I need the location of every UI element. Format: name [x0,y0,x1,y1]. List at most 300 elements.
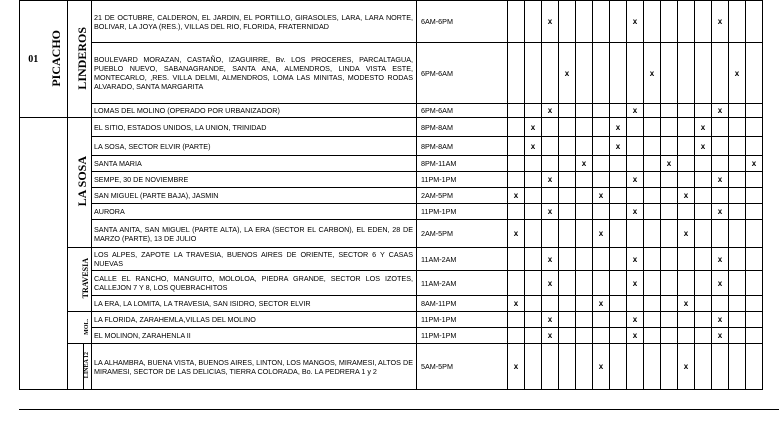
day-cell [729,271,746,296]
day-cell [542,137,559,156]
outage-mark: x [678,344,695,390]
area-cell: AURORA [92,204,417,220]
day-cell [678,204,695,220]
area-cell: EL SITIO, ESTADOS UNIDOS, LA UNION, TRINIDAD [92,118,417,137]
day-cell [559,156,576,172]
day-cell [729,328,746,344]
schedule-cell: 6PM-6AM [417,104,508,118]
day-cell [593,43,610,104]
day-cell [729,172,746,188]
area-cell: SEMPE, 30 DE NOVIEMBRE [92,172,417,188]
outage-mark: x [508,220,525,248]
day-cell [695,248,712,271]
schedule-cell: 6PM-6AM [417,43,508,104]
schedule-cell: 8PM-8AM [417,137,508,156]
day-cell [746,328,763,344]
outage-mark: x [712,104,729,118]
outage-mark: x [712,1,729,43]
area-cell: SANTA MARIA [92,156,417,172]
day-cell [661,1,678,43]
group-label: LINEA 12 [84,352,90,379]
day-cell [576,204,593,220]
day-cell [695,156,712,172]
day-cell [712,156,729,172]
table-row [20,220,763,248]
day-cell [508,156,525,172]
day-cell [678,172,695,188]
day-cell [661,172,678,188]
day-cell [542,118,559,137]
day-cell [525,188,542,204]
day-cell [644,328,661,344]
circuit-spacer-cell [20,118,68,390]
day-cell [610,1,627,43]
group-label-cell [68,248,92,312]
day-cell [610,43,627,104]
outage-mark: x [542,204,559,220]
day-cell [593,248,610,271]
outage-mark: x [593,220,610,248]
day-cell [542,43,559,104]
outage-mark: x [542,104,559,118]
day-cell [644,248,661,271]
day-cell [661,118,678,137]
circuit-name-cell [47,1,68,118]
day-cell [712,296,729,312]
day-cell [508,328,525,344]
day-cell [695,271,712,296]
day-cell [559,344,576,390]
group-label: MOL. [84,318,90,335]
day-cell [661,220,678,248]
day-cell [712,344,729,390]
day-cell [746,220,763,248]
day-cell [729,344,746,390]
outage-mark: x [627,172,644,188]
day-cell [695,328,712,344]
day-cell [525,328,542,344]
day-cell [610,204,627,220]
day-cell [678,118,695,137]
outage-mark: x [542,248,559,271]
day-cell [729,220,746,248]
outage-mark: x [712,271,729,296]
outage-mark: x [593,344,610,390]
day-cell [610,172,627,188]
outage-mark: x [644,43,661,104]
schedule-cell: 5AM-5PM [417,344,508,390]
day-cell [610,296,627,312]
day-cell [559,328,576,344]
day-cell [542,188,559,204]
day-cell [525,248,542,271]
day-cell [746,137,763,156]
day-cell [729,296,746,312]
outage-mark: x [559,43,576,104]
day-cell [746,312,763,328]
day-cell [695,204,712,220]
day-cell [644,118,661,137]
day-cell [508,248,525,271]
day-cell [661,204,678,220]
day-cell [576,43,593,104]
day-cell [746,188,763,204]
outage-mark: x [627,104,644,118]
area-cell: LOMAS DEL MOLINO (OPERADO POR URBANIZADOR) [92,104,417,118]
day-cell [610,271,627,296]
day-cell [627,220,644,248]
outage-mark: x [678,220,695,248]
table-row [20,1,763,43]
outage-mark: x [508,188,525,204]
day-cell [729,1,746,43]
schedule-cell: 11PM-1PM [417,172,508,188]
outage-mark: x [627,204,644,220]
day-cell [746,271,763,296]
day-cell [695,43,712,104]
schedule-cell: 8PM-11AM [417,156,508,172]
day-cell [525,204,542,220]
day-cell [525,312,542,328]
day-cell [644,104,661,118]
day-cell [712,220,729,248]
schedule-cell: 11PM-1PM [417,328,508,344]
table-row [20,156,763,172]
area-cell: CALLE EL RANCHO, MANGUITO, MOLOLOA, PIEDRA GRANDE, SECTOR LOS IZOTES, CALLEJON 7 Y 8, LOS QUEBRACHITOS [92,271,417,296]
day-cell [559,104,576,118]
day-cell [576,328,593,344]
group-label-cell [68,1,92,118]
day-cell [559,188,576,204]
day-cell [576,220,593,248]
day-cell [593,1,610,43]
day-cell [661,296,678,312]
outage-mark: x [525,137,542,156]
day-cell [559,172,576,188]
day-cell [695,104,712,118]
group-label-cell [68,312,92,344]
day-cell [644,296,661,312]
day-cell [644,156,661,172]
outage-mark: x [661,156,678,172]
outage-mark: x [627,248,644,271]
day-cell [576,248,593,271]
day-cell [508,104,525,118]
day-cell [746,43,763,104]
day-cell [746,172,763,188]
outage-mark: x [593,296,610,312]
day-cell [678,137,695,156]
outage-mark: x [712,204,729,220]
day-cell [576,312,593,328]
day-cell [729,204,746,220]
day-cell [525,344,542,390]
day-cell [525,296,542,312]
schedule-cell: 11PM-1PM [417,204,508,220]
outage-mark: x [746,156,763,172]
area-cell: EL MOLINON, ZARAHENLA II [92,328,417,344]
day-cell [644,344,661,390]
day-cell [610,344,627,390]
outage-mark: x [695,118,712,137]
group-label: LA SOSA [75,156,89,207]
day-cell [661,344,678,390]
outage-mark: x [627,271,644,296]
day-cell [712,118,729,137]
area-cell: LA ERA, LA LOMITA, LA TRAVESIA, SAN ISIDRO, SECTOR ELVIR [92,296,417,312]
table-row [20,296,763,312]
day-cell [695,344,712,390]
day-cell [610,248,627,271]
area-cell: LA FLORIDA, ZARAHEMLA,VILLAS DEL MOLINO [92,312,417,328]
day-cell [525,156,542,172]
day-cell [712,137,729,156]
day-cell [593,312,610,328]
group-label: LINDEROS [75,26,89,90]
day-cell [746,104,763,118]
day-cell [627,156,644,172]
outage-mark: x [627,328,644,344]
outage-mark: x [712,248,729,271]
day-cell [627,43,644,104]
day-cell [695,188,712,204]
day-cell [525,271,542,296]
day-cell [627,137,644,156]
day-cell [695,312,712,328]
day-cell [542,156,559,172]
day-cell [593,156,610,172]
day-cell [508,43,525,104]
day-cell [695,296,712,312]
day-cell [678,248,695,271]
day-cell [678,1,695,43]
day-cell [525,104,542,118]
area-cell: SANTA ANITA, SAN MIGUEL (PARTE ALTA), LA ERA (SECTOR EL CARBON), EL EDEN, 28 DE MARZO (PARTE), 13 DE JULIO [92,220,417,248]
schedule-cell: 2AM-5PM [417,188,508,204]
day-cell [644,312,661,328]
outage-mark: x [729,43,746,104]
day-cell [661,104,678,118]
day-cell [610,220,627,248]
table-row [20,271,763,296]
day-cell [729,137,746,156]
group-label: TRAVESIA [81,258,90,299]
day-cell [559,1,576,43]
outage-mark: x [576,156,593,172]
day-cell [593,104,610,118]
day-cell [576,1,593,43]
group-spacer-cell [68,344,84,390]
outage-mark: x [712,328,729,344]
day-cell [729,156,746,172]
outage-mark: x [542,1,559,43]
day-cell [729,312,746,328]
day-cell [559,296,576,312]
table-row [20,312,763,328]
day-cell [729,188,746,204]
day-cell [661,137,678,156]
day-cell [525,220,542,248]
table-row [20,137,763,156]
day-cell [559,248,576,271]
table-row [20,104,763,118]
day-cell [576,104,593,118]
day-cell [610,328,627,344]
day-cell [644,271,661,296]
outage-mark: x [542,312,559,328]
outage-mark: x [712,312,729,328]
day-cell [593,172,610,188]
day-cell [559,220,576,248]
day-cell [644,137,661,156]
circuit-number: 01 [28,53,39,65]
day-cell [661,312,678,328]
schedule-table [19,0,763,390]
schedule-cell: 8AM-11PM [417,296,508,312]
day-cell [610,104,627,118]
schedule-cell: 6AM-6PM [417,1,508,43]
day-cell [695,220,712,248]
day-cell [678,156,695,172]
day-cell [661,43,678,104]
day-cell [542,344,559,390]
day-cell [746,1,763,43]
outage-mark: x [610,137,627,156]
outage-mark: x [627,312,644,328]
area-cell: BOULEVARD MORAZAN, CASTAÑO, IZAGUIRRE, Bv. LOS PROCERES, PARCALTAGUA, PUEBLO NUEVO, SABANAGRANDE, SANTA ANA, ALMENDROS, LINDA VISTA ESTE, MONTECARLO, ,RES. VILLA DELMI, ALMENDROS, LOMA LAS MINITAS, MODESTO RODAS ALVARADO, SANTA MARGARITA [92,43,417,104]
table-row [20,188,763,204]
day-cell [712,43,729,104]
day-cell [644,172,661,188]
day-cell [559,271,576,296]
day-cell [525,1,542,43]
table-row [20,43,763,104]
schedule-cell: 11AM-2AM [417,248,508,271]
day-cell [593,118,610,137]
day-cell [678,104,695,118]
day-cell [746,248,763,271]
day-cell [746,204,763,220]
day-cell [661,271,678,296]
day-cell [542,296,559,312]
day-cell [627,296,644,312]
day-cell [695,1,712,43]
day-cell [508,312,525,328]
day-cell [695,172,712,188]
day-cell [559,137,576,156]
day-cell [610,188,627,204]
outage-mark: x [542,271,559,296]
day-cell [559,312,576,328]
day-cell [508,271,525,296]
circuit-number-cell [20,1,47,118]
day-cell [576,137,593,156]
day-cell [746,118,763,137]
area-cell: SAN MIGUEL (PARTE BAJA), JASMIN [92,188,417,204]
day-cell [678,271,695,296]
area-cell: LOS ALPES, ZAPOTE LA TRAVESIA, BUENOS AIRES DE ORIENTE, SECTOR 6 Y CASAS NUEVAS [92,248,417,271]
day-cell [576,188,593,204]
day-cell [576,118,593,137]
day-cell [678,43,695,104]
day-cell [525,172,542,188]
day-cell [576,172,593,188]
area-cell: 21 DE OCTUBRE, CALDERON, EL JARDIN, EL PORTILLO, GIRASOLES, LARA, LARA NORTE, BOLIVAR, LA JOYA (RES.), VILLAS DEL RIO, FLORIDA, FRATERNIDAD [92,1,417,43]
schedule-cell: 11PM-1PM [417,312,508,328]
day-cell [661,248,678,271]
table-row [20,204,763,220]
table-row [20,328,763,344]
day-cell [576,296,593,312]
day-cell [508,172,525,188]
outage-mark: x [525,118,542,137]
day-cell [678,328,695,344]
day-cell [525,43,542,104]
outage-mark: x [542,172,559,188]
table-row [20,248,763,271]
day-cell [610,312,627,328]
outage-mark: x [542,328,559,344]
outage-mark: x [593,188,610,204]
day-cell [508,137,525,156]
day-cell [627,118,644,137]
day-cell [559,204,576,220]
day-cell [593,271,610,296]
day-cell [712,188,729,204]
schedule-cell: 2AM-5PM [417,220,508,248]
day-cell [576,344,593,390]
day-cell [593,204,610,220]
outage-mark: x [695,137,712,156]
day-cell [627,344,644,390]
group-label-cell [84,344,92,390]
group-label-cell [68,118,92,248]
outage-mark: x [627,1,644,43]
circuit-name: PICACHO [49,29,64,87]
day-cell [678,312,695,328]
day-cell [644,220,661,248]
day-cell [661,328,678,344]
day-cell [627,188,644,204]
day-cell [542,220,559,248]
table-bottom-border [19,409,779,410]
day-cell [729,104,746,118]
day-cell [559,118,576,137]
schedule-cell: 11AM-2AM [417,271,508,296]
day-cell [729,118,746,137]
day-cell [661,188,678,204]
day-cell [746,296,763,312]
outage-mark: x [508,296,525,312]
table-row [20,118,763,137]
outage-mark: x [712,172,729,188]
schedule-cell: 8PM-8AM [417,118,508,137]
day-cell [508,1,525,43]
table-row [20,344,763,390]
day-cell [610,156,627,172]
table-row [20,172,763,188]
area-cell: LA SOSA, SECTOR ELVIR (PARTE) [92,137,417,156]
day-cell [508,204,525,220]
outage-mark: x [678,296,695,312]
day-cell [746,344,763,390]
outage-mark: x [678,188,695,204]
outage-mark: x [610,118,627,137]
day-cell [644,204,661,220]
outage-mark: x [508,344,525,390]
day-cell [593,137,610,156]
day-cell [729,248,746,271]
